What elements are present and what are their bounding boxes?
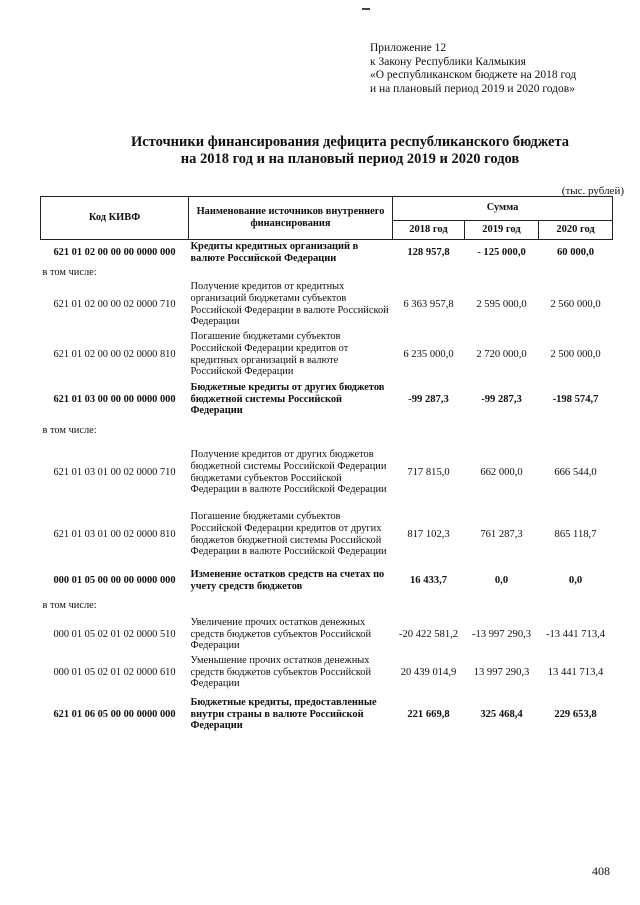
row-value-2020: 229 653,8 <box>554 708 597 720</box>
row-name: Бюджетные кредиты от других бюджетов бюджетной системы Российской Федерации <box>190 382 385 417</box>
row-value-2019: 13 997 290,3 <box>473 666 530 678</box>
row-code: 621 01 02 00 00 02 0000 710 <box>53 298 176 310</box>
header-year-2018: 2018 год <box>393 220 465 239</box>
table-row <box>41 566 613 596</box>
row-name: Увеличение прочих остатков денежных средств бюджетов субъектов Российской Федерации <box>190 617 372 652</box>
row-code: 621 01 02 00 00 00 0000 000 <box>53 246 176 258</box>
header-sum: Сумма <box>393 197 613 221</box>
row-name: Получение кредитов от кредитных организаций бюджетами субъектов Российской Федерации в валюте Российской Федерации <box>190 281 389 328</box>
row-name: Бюджетные кредиты, предоставленные внутри страны в валюте Российской Федерации <box>190 697 377 732</box>
page-number: 408 <box>592 864 610 878</box>
row-value-2020: 60 000,0 <box>556 246 595 258</box>
row-value-2019: 662 000,0 <box>480 466 523 478</box>
table-row <box>41 442 613 504</box>
appendix-line: и на плановый период 2019 и 2020 годов» <box>370 82 575 95</box>
in-total-label: в том числе: <box>42 599 97 611</box>
financing-sources-table <box>40 196 613 738</box>
row-code: 621 01 06 05 00 00 0000 000 <box>53 708 176 720</box>
scan-mark <box>362 8 370 10</box>
table-row <box>41 692 613 738</box>
row-value-2020: -13 441 713,4 <box>545 628 606 640</box>
row-value-2018: 16 433,7 <box>409 574 448 586</box>
row-value-2018: -20 422 581,2 <box>398 628 459 640</box>
row-name: Получение кредитов от других бюджетов бюджетной системы Российской Федерации бюджетами субъектов Российской Федерации в валюте Российской Федерации <box>190 449 387 496</box>
row-code: 621 01 03 00 00 00 0000 000 <box>53 393 176 405</box>
title-line: на 2018 год и на плановый период 2019 и 2020 годов <box>180 151 520 167</box>
row-value-2018: 717 815,0 <box>407 466 450 478</box>
row-value-2019: 325 468,4 <box>480 708 523 720</box>
row-value-2019: 2 720 000,0 <box>476 348 527 360</box>
in-total-label: в том числе: <box>42 424 97 436</box>
table-row <box>41 330 613 380</box>
units-label: (тыс. рублей) <box>561 185 624 197</box>
table-row <box>41 504 613 566</box>
row-code: 621 01 03 01 00 02 0000 710 <box>53 466 176 478</box>
row-value-2018: 128 957,8 <box>407 246 450 258</box>
appendix-line: к Закону Республики Калмыкия <box>370 55 526 68</box>
row-value-2019: 2 595 000,0 <box>476 298 527 310</box>
appendix-line: Приложение 12 <box>370 42 447 54</box>
row-code: 000 01 05 02 01 02 0000 610 <box>53 666 176 678</box>
table-row <box>41 616 613 654</box>
row-value-2018: 20 439 014,9 <box>400 666 457 678</box>
row-code: 000 01 05 02 01 02 0000 510 <box>53 628 176 640</box>
row-value-2018: 6 363 957,8 <box>403 298 454 310</box>
subtotal-label-row <box>41 420 613 442</box>
row-value-2020: 865 118,7 <box>554 528 597 540</box>
document-title <box>80 134 620 168</box>
row-code: 621 01 02 00 00 02 0000 810 <box>53 348 176 360</box>
row-name: Уменьшение прочих остатков денежных средств бюджетов субъектов Российской Федерации <box>190 655 372 690</box>
appendix-note <box>370 42 576 96</box>
row-value-2020: 2 560 000,0 <box>550 298 601 310</box>
row-value-2019: -99 287,3 <box>481 393 522 405</box>
row-name: Погашение бюджетами субъектов Российской Федерации кредитов от других бюджетов бюджетной системы Российской Федерации в валюте Российской Федерации <box>190 511 387 558</box>
row-value-2018: 221 669,8 <box>407 708 450 720</box>
row-value-2020: 0,0 <box>568 574 583 586</box>
row-value-2018: 6 235 000,0 <box>403 348 454 360</box>
header-year-2020: 2020 год <box>539 220 613 239</box>
row-value-2020: 2 500 000,0 <box>550 348 601 360</box>
row-value-2019: -13 997 290,3 <box>471 628 532 640</box>
row-value-2018: -99 287,3 <box>408 393 449 405</box>
table-row <box>41 280 613 330</box>
table-row <box>41 654 613 692</box>
title-line: Источники финансирования дефицита республиканского бюджета <box>130 134 570 150</box>
row-value-2020: -198 574,7 <box>552 393 599 405</box>
row-name: Изменение остатков средств на счетах по учету средств бюджетов <box>190 568 385 592</box>
row-name: Погашение бюджетами субъектов Российской Федерации кредитов от кредитных организаций в валюте Российской Федерации <box>190 331 349 378</box>
header-code: Код КИВФ <box>41 197 189 240</box>
in-total-label: в том числе: <box>42 266 97 278</box>
row-value-2019: 761 287,3 <box>480 528 523 540</box>
table-row <box>41 240 613 266</box>
row-value-2019: - 125 000,0 <box>477 246 526 258</box>
row-code: 000 01 05 00 00 00 0000 000 <box>53 574 176 586</box>
table-row <box>41 380 613 420</box>
row-value-2020: 666 544,0 <box>554 466 597 478</box>
row-value-2018: 817 102,3 <box>407 528 450 540</box>
subtotal-label-row <box>41 596 613 616</box>
row-name: Кредиты кредитных организаций в валюте Российской Федерации <box>190 241 359 264</box>
row-value-2019: 0,0 <box>494 574 509 586</box>
row-value-2020: 13 441 713,4 <box>547 666 604 678</box>
header-year-2019: 2019 год <box>465 220 539 239</box>
row-code: 621 01 03 01 00 02 0000 810 <box>53 528 176 540</box>
header-name: Наименование источников внутреннего финансирования <box>189 197 393 240</box>
appendix-line: «О республиканском бюджете на 2018 год <box>370 69 577 81</box>
subtotal-label-row <box>41 266 613 280</box>
